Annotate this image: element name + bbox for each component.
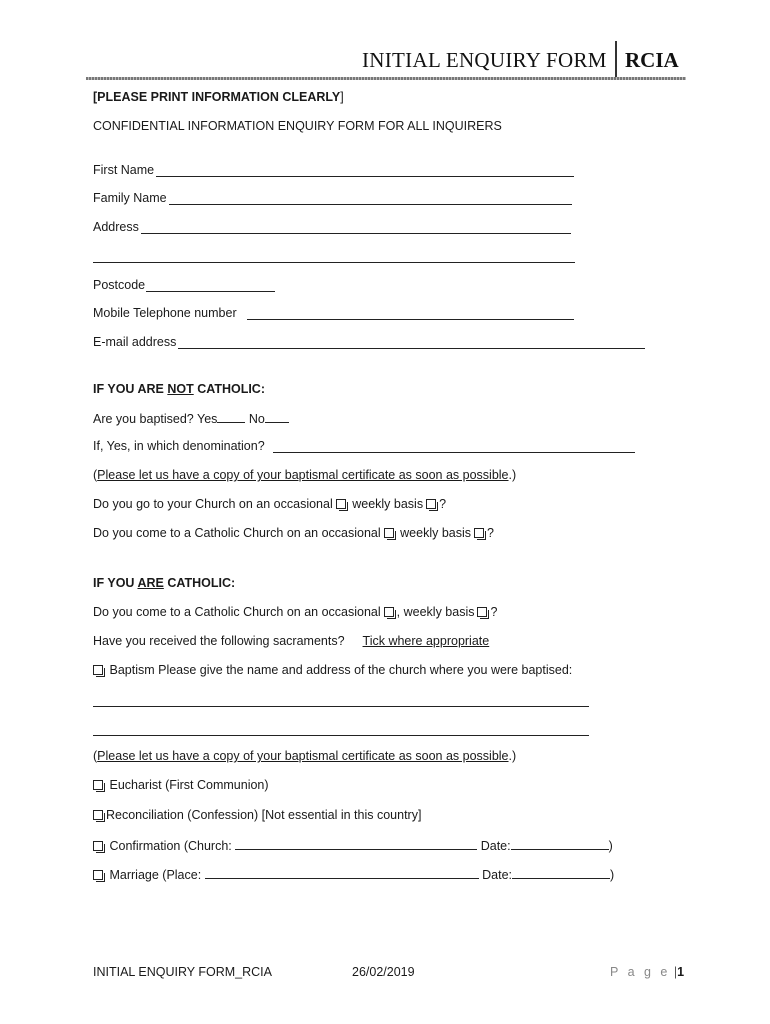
footer-page-number: P a g e |1 xyxy=(610,965,685,979)
confirmation-church-field[interactable] xyxy=(235,838,477,850)
is-catholic-heading: IF YOU ARE CATHOLIC: xyxy=(93,576,236,590)
first-name-field[interactable] xyxy=(156,176,574,177)
address-field-line-2[interactable] xyxy=(93,262,575,263)
baptised-question: Are you baptised? Yes No xyxy=(93,411,289,426)
family-name-field[interactable] xyxy=(169,204,572,205)
attend-occasional-checkbox[interactable] xyxy=(384,607,394,617)
mobile-field[interactable] xyxy=(247,319,574,320)
marriage-date-field[interactable] xyxy=(512,867,610,879)
brand-label: RCIA xyxy=(625,48,679,72)
own-church-occasional-checkbox[interactable] xyxy=(336,499,346,509)
eucharist-checkbox[interactable] xyxy=(93,780,103,790)
header-divider xyxy=(615,41,617,77)
not-catholic-heading: IF YOU ARE NOT CATHOLIC: xyxy=(93,382,266,396)
eucharist-item: Eucharist (First Communion) xyxy=(93,778,269,792)
attendance-question: Do you come to a Catholic Church on an occasional , weekly basis ? xyxy=(93,605,498,619)
form-subtitle: CONFIDENTIAL INFORMATION ENQUIRY FORM FOR ALL INQUIRERS xyxy=(93,119,502,133)
form-title: INITIAL ENQUIRY FORM xyxy=(362,48,607,72)
postcode-label: Postcode xyxy=(93,278,146,292)
address-field[interactable] xyxy=(141,233,571,234)
own-church-weekly-checkbox[interactable] xyxy=(426,499,436,509)
confirmation-date-field[interactable] xyxy=(511,838,609,850)
footer-doc-name: INITIAL ENQUIRY FORM_RCIA xyxy=(93,965,272,979)
baptism-checkbox[interactable] xyxy=(93,665,103,675)
reconciliation-item: Reconciliation (Confession) [Not essential in this country] xyxy=(93,808,421,822)
baptised-yes-field[interactable] xyxy=(217,411,245,423)
address-label: Address xyxy=(93,220,139,234)
denomination-field[interactable] xyxy=(273,452,635,453)
email-label: E-mail address xyxy=(93,335,177,349)
mobile-label: Mobile Telephone number xyxy=(93,306,237,320)
attend-weekly-checkbox[interactable] xyxy=(477,607,487,617)
baptism-church-field[interactable] xyxy=(93,706,589,707)
marriage-place-field[interactable] xyxy=(205,867,479,879)
reconciliation-checkbox[interactable] xyxy=(93,810,103,820)
own-church-question: Do you go to your Church on an occasional weekly basis ? xyxy=(93,497,447,511)
confirmation-checkbox[interactable] xyxy=(93,841,103,851)
baptised-no-field[interactable] xyxy=(265,411,289,423)
email-field[interactable] xyxy=(178,348,645,349)
header-rule xyxy=(86,77,686,80)
print-notice: [PLEASE PRINT INFORMATION CLEARLY] xyxy=(93,90,344,104)
postcode-field[interactable] xyxy=(146,291,275,292)
footer-date: 26/02/2019 xyxy=(352,965,415,979)
catholic-church-weekly-checkbox[interactable] xyxy=(474,528,484,538)
baptism-church-field-line-2[interactable] xyxy=(93,735,589,736)
certificate-note: (Please let us have a copy of your baptismal certificate as soon as possible.) xyxy=(93,468,517,482)
catholic-church-question: Do you come to a Catholic Church on an occasional weekly basis ? xyxy=(93,526,494,540)
marriage-item: Marriage (Place: Date: ) xyxy=(93,867,614,882)
confirmation-item: Confirmation (Church: Date: ) xyxy=(93,838,613,853)
marriage-checkbox[interactable] xyxy=(93,870,103,880)
catholic-church-occasional-checkbox[interactable] xyxy=(384,528,394,538)
certificate-note-catholic: (Please let us have a copy of your baptismal certificate as soon as possible.) xyxy=(93,749,517,763)
denomination-label: If, Yes, in which denomination? xyxy=(93,439,265,453)
baptism-item: Baptism Please give the name and address of the church where you were baptised: xyxy=(93,663,572,677)
family-name-label: Family Name xyxy=(93,191,167,205)
first-name-label: First Name xyxy=(93,163,155,177)
sacraments-question: Have you received the following sacraments? Tick where appropriate xyxy=(93,634,490,648)
